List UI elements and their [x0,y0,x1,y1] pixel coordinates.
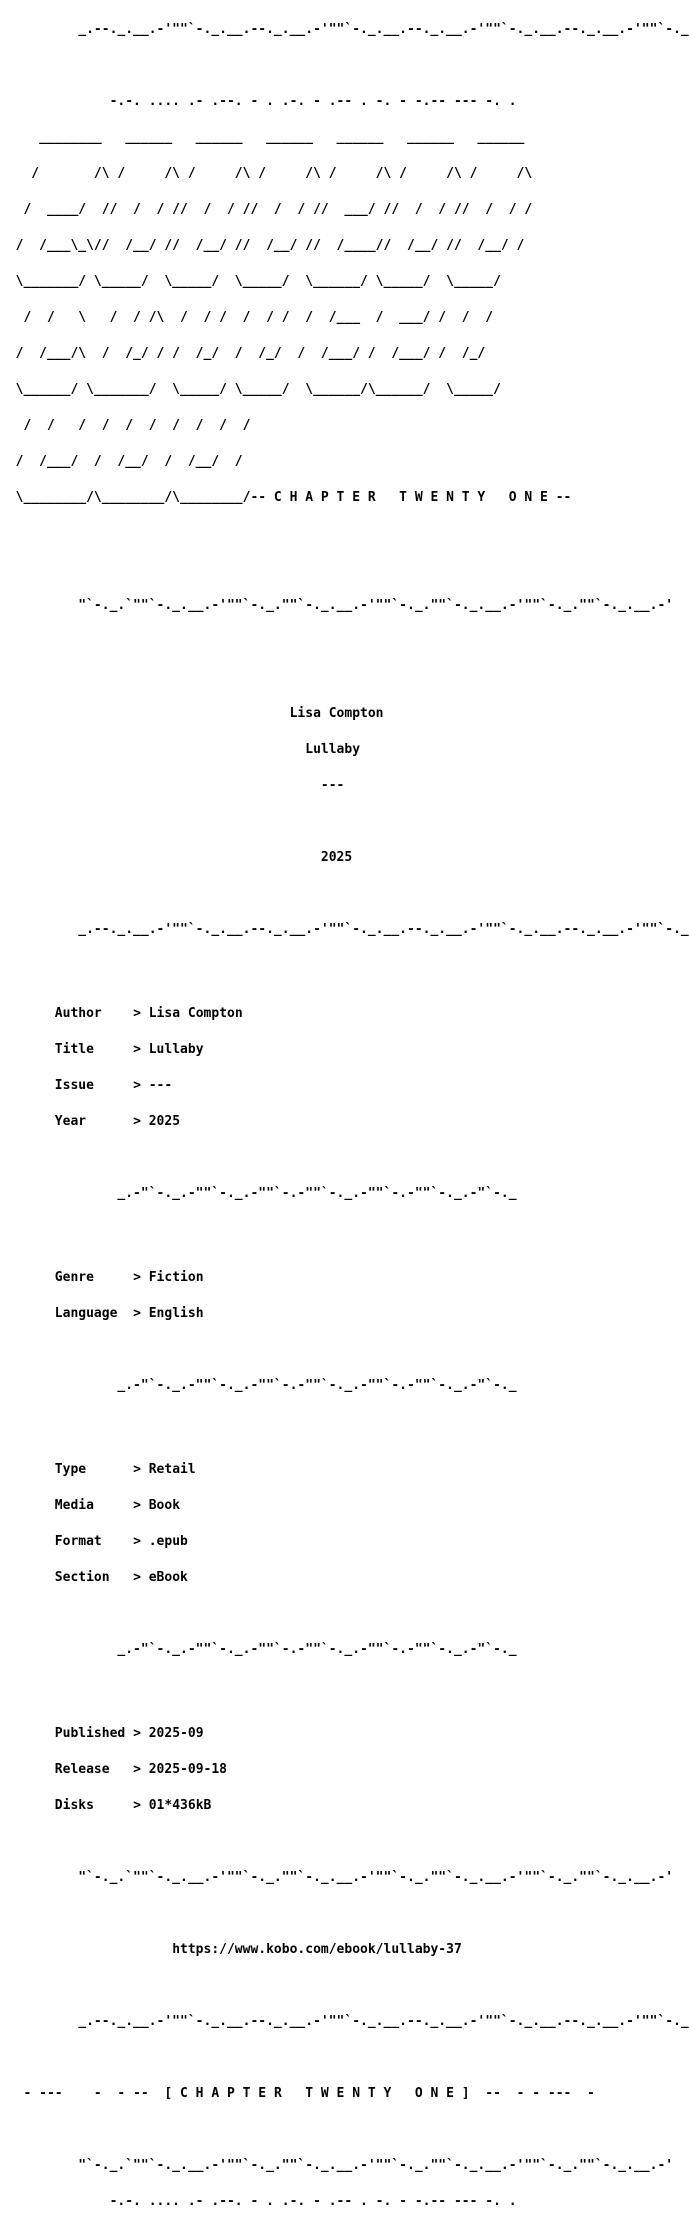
info-key: Author [54,1006,102,1021]
info-row-disks: Disks > 01*436kB [54,1798,212,1813]
ascii-logo-line: \______/ \_______/ \_____/ \_____/ \______/\______/ \_____/ [0,382,501,397]
morse-code-line: -.-. .... .- .--. - . .-. - .-- . -. - -.-- --- -. . [0,94,517,109]
info-value: eBook [148,1570,188,1585]
ascii-logo-line: / ____/ // / / // / / // / / // ___/ // / / // / / / [0,202,533,217]
footer-morse-line: -.-. .... .- .--. - . .-. - .-- . -. - -.-- --- -. . [0,2194,517,2209]
ascii-logo-line: / /___/ / /__/ / /__/ / [0,454,243,469]
section-divider: _.-"`-._.-""`-._.-""`-.-""`-._.-""`-.-""`-._.-"`-._ [0,1642,517,1657]
blank-line [0,1980,640,1992]
blank-line [0,1608,640,1620]
header-author: Lisa Compton [289,706,384,721]
blank-line [0,528,640,540]
info-key: Format [54,1534,102,1549]
info-row-issue: Issue > --- [54,1078,173,1093]
info-value: 01*436kB [148,1798,212,1813]
blank-line [0,1836,640,1848]
section-divider: _.-"`-._.-""`-._.-""`-.-""`-._.-""`-.-""`-._.-"`-._ [0,1378,517,1393]
blank-line [0,2052,640,2064]
ascii-logo-line: / /___/\ / /_/ / / /_/ / /_/ / /___/ / /___/ / /_/ [0,346,486,361]
blank-line [0,564,640,576]
blank-line [0,816,640,828]
header-year: 2025 [320,850,353,865]
wave-divider: _.--._.__.-'""`-._.__.--._.__.-'""`-._.__.--._.__.-'""`-._.__.--._.__.-'""`-._ [0,922,689,937]
blank-line [0,672,640,684]
ascii-logo-line: / / / / / / / / / / [0,418,251,433]
blank-line [0,1344,640,1356]
info-value: 2025-09-18 [148,1762,228,1777]
wave-divider: "`-._.`""`-._.__.-'""`-._.""`-._.__.-'""`-._.""`-._.__.-'""`-._.""`-._.__.-' [0,598,674,613]
blank-line [0,1416,640,1428]
ascii-logo-line: ________ ______ ______ ______ ______ ______ ______ [0,130,525,145]
wave-divider: _.--._.__.-'""`-._.__.--._.__.-'""`-._.__.--._.__.-'""`-._.__.--._.__.-'""`-._ [0,2014,689,2029]
blank-line [0,636,640,648]
info-row-author: Author > Lisa Compton [54,1006,243,1021]
chapter-rule: -- C H A P T E R T W E N T Y O N E -- [250,490,572,505]
ascii-logo-line: / /\ / /\ / /\ / /\ / /\ / /\ / /\ [0,166,533,181]
info-key: Genre [54,1270,94,1285]
wave-divider-top: _.--._.__.-'""`-._.__.--._.__.-'""`-._.__.--._.__.-'""`-._.__.--._.__.-'""`-._ [0,22,689,37]
ascii-logo-line: / / \ / / /\ / / / / / / / /___ / ___/ / / / [0,310,494,325]
info-value: English [148,1306,204,1321]
header-title: Lullaby [305,742,361,757]
info-key: Title [54,1042,94,1057]
ascii-logo-line: \_______/ \_____/ \_____/ \_____/ \______/ \_____/ \_____/ [0,274,501,289]
book-url-link[interactable]: https://www.kobo.com/ebook/lullaby-37 [172,1942,462,1957]
info-value: Book [148,1498,181,1513]
info-value: --- [148,1078,173,1093]
info-row-section: Section > eBook [54,1570,188,1585]
info-key: Language [54,1306,118,1321]
info-key: Media [54,1498,94,1513]
ascii-logo-line: / /___\_\// /__/ // /__/ // /__/ // /____// /__/ // /__/ / [0,238,525,253]
footer-chapter-rule: - --- - - -- [ C H A P T E R T W E N T Y O N E ] -- - - --- - [23,2086,595,2101]
blank-line [0,888,640,900]
info-row-language: Language > English [54,1306,204,1321]
info-key: Published [54,1726,126,1741]
ascii-logo-tail: \________/\________/\________/ [0,490,251,505]
info-value: Lullaby [148,1042,204,1057]
info-value: Retail [148,1462,196,1477]
url-line [0,1944,640,1956]
wave-divider: "`-._.`""`-._.__.-'""`-._.""`-._.__.-'""`-._.""`-._.__.-'""`-._.""`-._.__.-' [0,2158,674,2173]
info-key: Issue [54,1078,94,1093]
blank-line [0,1908,640,1920]
info-row-format: Format > .epub [54,1534,188,1549]
info-value: 2025-09 [148,1726,204,1741]
info-row-title: Title > Lullaby [54,1042,204,1057]
info-key: Release [54,1762,110,1777]
info-value: 2025 [148,1114,181,1129]
info-row-media: Media > Book [54,1498,181,1513]
wave-divider: "`-._.`""`-._.__.-'""`-._.""`-._.__.-'""`-._.""`-._.__.-'""`-._.""`-._.__.-' [0,1870,674,1885]
blank-line [0,1152,640,1164]
blank-line [0,1680,640,1692]
blank-line [0,2124,640,2136]
info-value: .epub [148,1534,188,1549]
info-value: Fiction [148,1270,204,1285]
ascii-logo-line [0,492,640,504]
section-divider: _.-"`-._.-""`-._.-""`-.-""`-._.-""`-.-""`-._.-"`-._ [0,1186,517,1201]
info-row-published: Published > 2025-09 [54,1726,204,1741]
info-row-year: Year > 2025 [54,1114,181,1129]
info-key: Disks [54,1798,94,1813]
blank-line [0,960,640,972]
info-value: Lisa Compton [148,1006,243,1021]
info-key: Year [54,1114,87,1129]
info-key: Section [54,1570,110,1585]
info-row-type: Type > Retail [54,1462,196,1477]
header-underline: --- [320,778,345,793]
info-row-genre: Genre > Fiction [54,1270,204,1285]
blank-line [0,60,640,72]
blank-line [0,1224,640,1236]
info-key: Type [54,1462,87,1477]
info-row-release: Release > 2025-09-18 [54,1762,228,1777]
